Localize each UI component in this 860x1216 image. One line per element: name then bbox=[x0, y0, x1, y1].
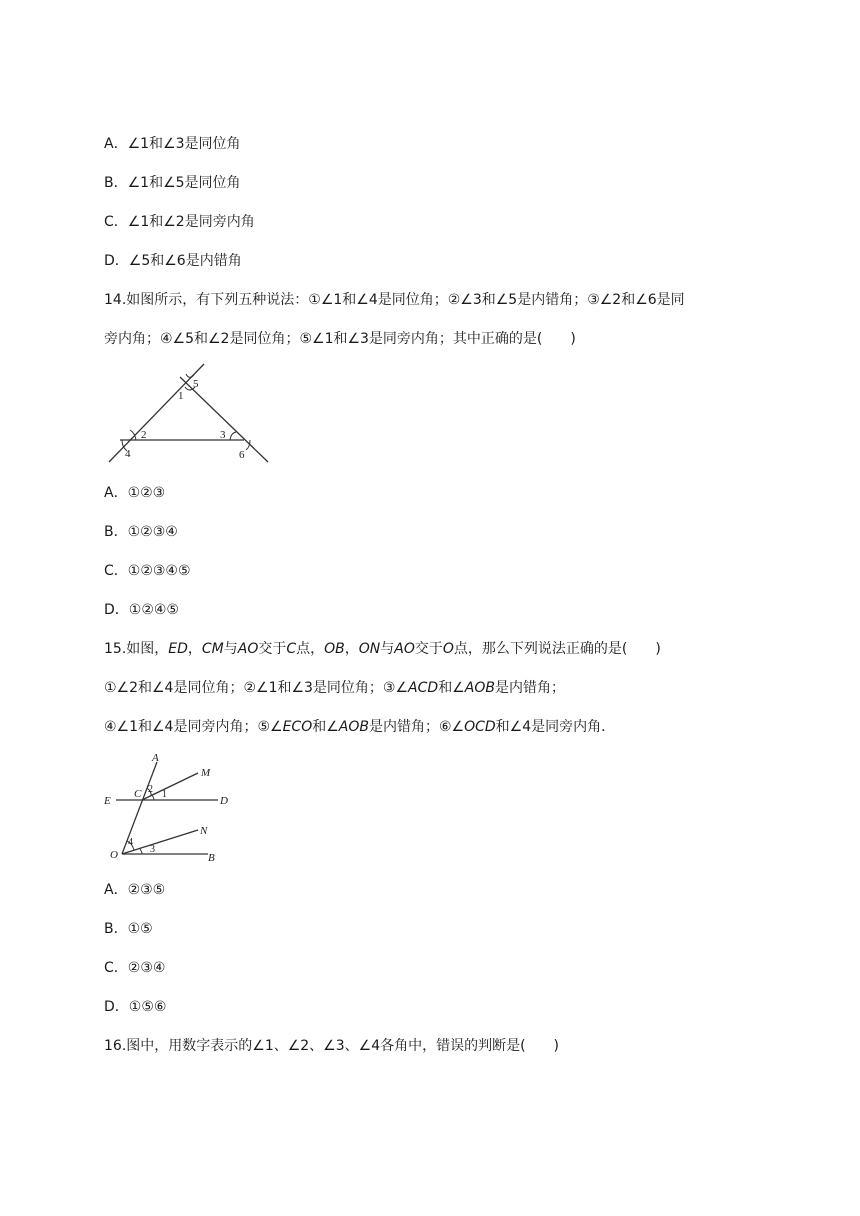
angle-arc-5 bbox=[186, 374, 194, 377]
option-label: D． bbox=[104, 602, 129, 618]
line-name-ob: OB bbox=[324, 641, 345, 657]
stem-text: 点，那么下列说法正确的是( ) bbox=[453, 641, 661, 657]
q15-option-b bbox=[104, 919, 153, 939]
point-label-a: A bbox=[152, 752, 159, 764]
line-name-cm: CM bbox=[201, 641, 224, 657]
q14-option-c bbox=[104, 561, 191, 581]
option-text: ①⑤ bbox=[127, 921, 153, 937]
option-text: ①②③④⑤ bbox=[127, 563, 191, 579]
stem-text: 是内错角； bbox=[494, 680, 565, 696]
q15-stem-line2 bbox=[104, 678, 565, 698]
q14-triangle-figure bbox=[100, 360, 275, 465]
q15-option-c bbox=[104, 958, 165, 978]
point-label-m: M bbox=[201, 767, 211, 779]
line-name-ao: AO bbox=[237, 641, 259, 657]
angle-label-2: 2 bbox=[141, 429, 147, 441]
angle-label-3: 3 bbox=[220, 429, 226, 441]
q13-option-c bbox=[104, 212, 255, 232]
q15-option-d bbox=[104, 997, 166, 1017]
point-label-b: B bbox=[208, 852, 215, 864]
stem-text: ④∠1和∠4是同旁内角；⑤∠ bbox=[104, 719, 283, 735]
line-name-ao: AO bbox=[394, 641, 415, 657]
angle-arc-3 bbox=[140, 849, 142, 854]
q14-option-a bbox=[104, 483, 165, 503]
point-label-e: E bbox=[104, 795, 111, 807]
q14-stem-line1: 14.如图所示，有下列五种说法：①∠1和∠4是同位角；②∠3和∠5是内错角；③∠2和∠6是同 bbox=[104, 292, 685, 308]
line-on bbox=[122, 830, 198, 854]
option-text: ①②③④ bbox=[127, 524, 178, 540]
q15-stem-line1 bbox=[104, 639, 661, 659]
option-label: A． bbox=[104, 882, 128, 898]
option-label: B． bbox=[104, 921, 128, 937]
angle-name-ocd: OCD bbox=[464, 719, 496, 735]
stem-text: 交于 bbox=[258, 641, 287, 657]
stem-text: ， bbox=[187, 641, 202, 657]
angle-label-1: 1 bbox=[162, 789, 167, 800]
option-label: C． bbox=[104, 214, 128, 230]
point-label-n: N bbox=[200, 825, 208, 837]
angle-label-6: 6 bbox=[239, 449, 245, 461]
point-label-c: C bbox=[134, 788, 142, 800]
option-label: C． bbox=[104, 960, 128, 976]
line-name-ed: ED bbox=[168, 641, 188, 657]
q14-option-b bbox=[104, 522, 178, 542]
q13-option-a bbox=[104, 134, 241, 154]
option-text: ①②③ bbox=[127, 485, 166, 501]
stem-text: 点， bbox=[296, 641, 325, 657]
option-text: ∠1和∠5是同位角 bbox=[127, 175, 241, 191]
line-name-on: ON bbox=[358, 641, 381, 657]
angle-name-eco: ECO bbox=[282, 719, 313, 735]
angle-label-4: 4 bbox=[125, 448, 131, 460]
point-label-d: D bbox=[220, 795, 228, 807]
option-text: ②③④ bbox=[127, 960, 166, 976]
angle-name-aob: AOB bbox=[338, 719, 369, 735]
angle-label-3: 3 bbox=[150, 844, 155, 855]
point-label-o: O bbox=[110, 849, 118, 861]
q15-stem-line3 bbox=[104, 717, 615, 737]
angle-label-2: 2 bbox=[148, 784, 153, 795]
option-label: B． bbox=[104, 175, 128, 191]
q13-option-b bbox=[104, 173, 241, 193]
option-text: ∠1和∠2是同旁内角 bbox=[127, 214, 255, 230]
angle-arc-1 bbox=[152, 795, 154, 800]
option-label: D． bbox=[104, 999, 129, 1015]
option-text: ∠5和∠6是内错角 bbox=[128, 253, 242, 269]
q13-option-d bbox=[104, 251, 242, 271]
point-name-c: C bbox=[286, 641, 297, 657]
option-label: A． bbox=[104, 485, 128, 501]
q16-stem-line1: 16.图中，用数字表示的∠1、∠2、∠3、∠4各角中，错误的判断是( ) bbox=[104, 1038, 560, 1054]
option-label: C． bbox=[104, 563, 128, 579]
option-text: ①⑤⑥ bbox=[128, 999, 167, 1015]
option-label: D． bbox=[104, 253, 129, 269]
option-text: ①②④⑤ bbox=[128, 602, 179, 618]
angle-label-1: 1 bbox=[178, 390, 184, 402]
option-text: ∠1和∠3是同位角 bbox=[127, 136, 241, 152]
angle-name-acd: ACD bbox=[408, 680, 439, 696]
angle-arc-3 bbox=[230, 432, 236, 440]
option-label: B． bbox=[104, 524, 128, 540]
angle-label-4: 4 bbox=[128, 837, 133, 848]
stem-text: 15.如图， bbox=[104, 641, 169, 657]
q14-stem-line2: 旁内角；④∠5和∠2是同位角；⑤∠1和∠3是同旁内角；其中正确的是( ) bbox=[104, 331, 576, 347]
point-name-o: O bbox=[442, 641, 454, 657]
stem-text: 与 bbox=[223, 641, 238, 657]
angle-name-aob: AOB bbox=[464, 680, 495, 696]
stem-text: ①∠2和∠4是同位角；②∠1和∠3是同位角；③∠ bbox=[104, 680, 409, 696]
q14-option-d bbox=[104, 600, 179, 620]
stem-text: 和∠ bbox=[312, 719, 339, 735]
q15-option-a bbox=[104, 880, 165, 900]
angle-label-5: 5 bbox=[193, 378, 199, 390]
option-label: A． bbox=[104, 136, 128, 152]
stem-text: 是内错角；⑥∠ bbox=[368, 719, 465, 735]
stem-text: 与 bbox=[380, 641, 395, 657]
stem-text: 交于 bbox=[414, 641, 443, 657]
stem-text: ， bbox=[344, 641, 359, 657]
q15-lines-figure bbox=[100, 750, 235, 865]
option-text: ②③⑤ bbox=[127, 882, 166, 898]
stem-text: 和∠4是同旁内角． bbox=[495, 719, 616, 735]
stem-text: 和∠ bbox=[438, 680, 465, 696]
